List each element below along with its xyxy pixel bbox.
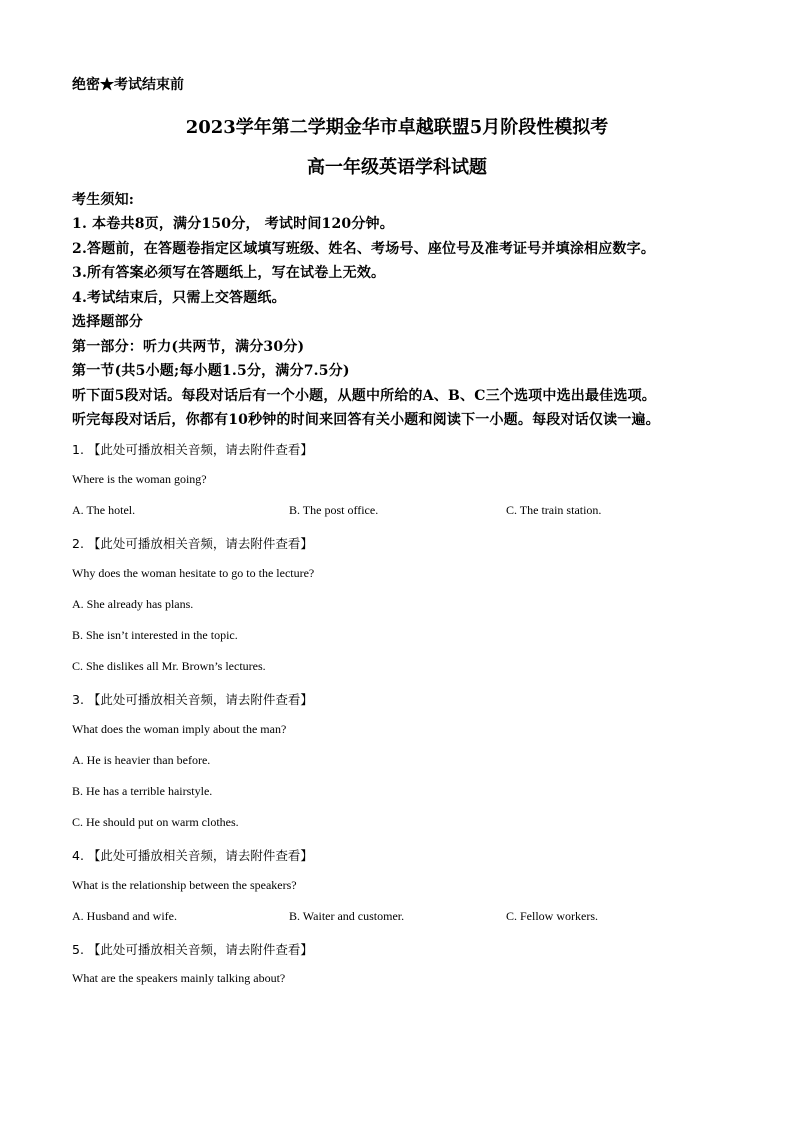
option-a: A. He is heavier than before.	[72, 753, 211, 767]
option-c: C. He should put on warm clothes.	[72, 815, 239, 829]
confidential-mark: 绝密★考试结束前	[72, 77, 184, 93]
option-c: C. The train station.	[506, 503, 602, 517]
instruction-line: 听完每段对话后，你都有10秒钟的时间来回答有关小题和阅读下一小题。每段对话仅读一遍。	[72, 412, 660, 428]
question-audio-header: 2. 【此处可播放相关音频，请去附件查看】	[72, 536, 313, 551]
section-heading: 第一节(共5小题;每小题1.5分，满分7.5分)	[72, 363, 350, 379]
notice-item: 3.所有答案必须写在答题纸上，写在试卷上无效。	[72, 265, 386, 281]
notice-item: 2.答题前，在答题卷指定区域填写班级、姓名、考场号、座位号及准考证号并填涂相应数字。	[72, 241, 656, 257]
question-audio-header: 4. 【此处可播放相关音频，请去附件查看】	[72, 848, 313, 863]
question-stem: What does the woman imply about the man?	[72, 722, 287, 736]
exam-subtitle: 高一年级英语学科试题	[307, 157, 487, 178]
instruction-line: 听下面5段对话。每段对话后有一个小题，从题中所给的A、B、C三个选项中选出最佳选项。	[72, 388, 656, 404]
exam-title: 2023学年第二学期金华市卓越联盟5月阶段性模拟考	[185, 117, 609, 138]
question-audio-header: 3. 【此处可播放相关音频，请去附件查看】	[72, 692, 313, 707]
choice-part-heading: 选择题部分	[72, 314, 143, 330]
option-b: B. Waiter and customer.	[289, 909, 405, 923]
question-audio-header: 1. 【此处可播放相关音频，请去附件查看】	[72, 442, 313, 457]
option-a: A. The hotel.	[72, 503, 136, 517]
option-a: A. She already has plans.	[72, 597, 194, 611]
option-c: C. Fellow workers.	[506, 909, 598, 923]
option-c: C. She dislikes all Mr. Brown’s lectures.	[72, 659, 266, 673]
option-b: B. He has a terrible hairstyle.	[72, 784, 213, 798]
option-b: B. The post office.	[289, 503, 379, 517]
notice-item: 1. 本卷共8页，满分150分， 考试时间120分钟。	[72, 216, 394, 232]
question-audio-header: 5. 【此处可播放相关音频，请去附件查看】	[72, 942, 313, 957]
question-stem: What are the speakers mainly talking about?	[72, 971, 286, 985]
notice-item: 4.考试结束后，只需上交答题纸。	[72, 290, 286, 306]
question-stem: What is the relationship between the speakers?	[72, 878, 297, 892]
question-stem: Why does the woman hesitate to go to the lecture?	[72, 566, 315, 580]
part-heading: 第一部分：听力(共两节，满分30分)	[72, 339, 305, 355]
question-stem: Where is the woman going?	[72, 472, 207, 486]
option-a: A. Husband and wife.	[72, 909, 177, 923]
notice-heading: 考生须知:	[72, 192, 135, 208]
option-b: B. She isn’t interested in the topic.	[72, 628, 238, 642]
